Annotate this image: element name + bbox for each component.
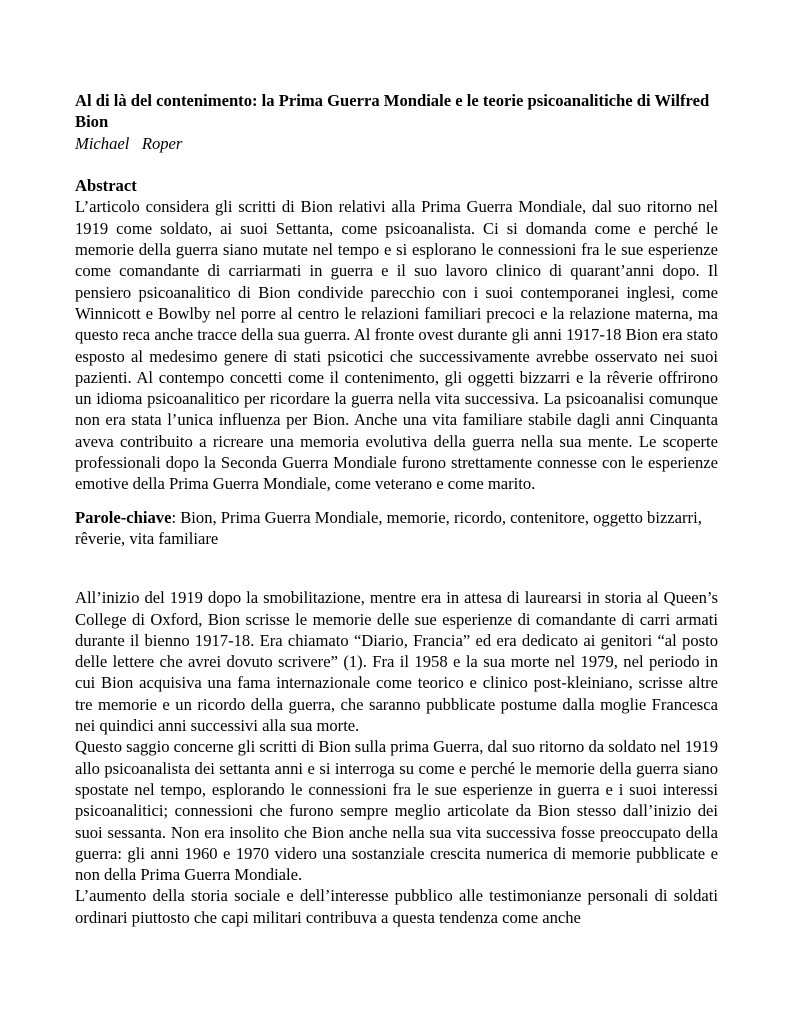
keywords-label: Parole-chiave: [75, 507, 172, 527]
body-paragraph-3: L’aumento della storia sociale e dell’interesse pubblico alle testimonianze personali di soldati ordinari piuttosto che capi militari contribuva a questa tendenza come anche: [75, 886, 718, 927]
body-paragraph-2: Questo saggio concerne gli scritti di Bion sulla prima Guerra, dal suo ritorno da soldato nel 1919 allo psicoanalista dei settanta anni e si interroga su come e perché le memorie della guerra siano spostate nel tempo, esplorando le connessioni fra le sue esperienze in guerra e i suoi interessi psicoanalitici; connessioni che furono sempre meglio articolate da Bion stesso dall’inizio dei suoi sessanta. Non era insolito che Bion anche nella sua vita successiva fosse preoccupato della guerra: gli anni 1960 e 1970 videro una sostanziale crescita numerica di memorie pubblicate e non della Prima Guerra Mondiale.: [75, 737, 718, 885]
article-title: Al di là del contenimento: la Prima Guerra Mondiale e le teorie psicoanalitiche di Wilfred Bion: [75, 91, 710, 132]
body-paragraph-1: All’inizio del 1919 dopo la smobilitazione, mentre era in attesa di laurearsi in storia al Queen’s College di Oxford, Bion scrisse le memorie delle sue esperienze di comandante di carri armati durante il bienno 1917-18. Era chiamato “Diario, Francia” ed era dedicato ai genitori “al posto delle lettere che avrei dovuto scrivere” (1). Fra il 1958 e la sua morte nel 1979, nel periodo in cui Bion acquisiva una fama internazionale come teorico e clinico post-kleiniano, scrisse altre tre memorie e un ricordo della guerra, che saranno pubblicate postume dalla moglie Francesca nei quindici anni successivi alla sua morte.: [75, 588, 718, 736]
spacer: [75, 154, 718, 175]
keywords-text: : Bion, Prima Guerra Mondiale, memorie, ricordo, contenitore, oggetto bizzarri, rêverie, vita familiare: [75, 507, 702, 548]
keywords: [75, 507, 718, 550]
abstract-heading: Abstract: [75, 176, 137, 196]
article-author: Michael Roper: [75, 133, 183, 153]
abstract-text: L’articolo considera gli scritti di Bion relativi alla Prima Guerra Mondiale, dal suo ritorno nel 1919 come soldato, ai suoi Settanta, come psicoanalista. Ci si domanda come e perché le memorie della guerra siano mutate nel tempo e si esplorano le connessioni fra le sue esperienze come comandante di carriarmati in guerra e il suo lavoro clinico di quarant’anni dopo. Il pensiero psicoanalitico di Bion condivide parecchio con i suoi contemporanei inglesi, come Winnicott e Bowlby nel porre al centro le relazioni familiari precoci e la relazione materna, ma questo reca anche tracce della sua guerra. Al fronte ovest durante gli anni 1917-18 Bion era stato esposto al medesimo genere di stati psicotici che successivamente avrebbe osservato nei suoi pazienti. Al contempo concetti come il contenimento, gli oggetti bizzarri e la rêverie offrirono un idioma psicoanalitico per ricordare la guerra nella vita successiva. La psicoanalisi comunque non era stata l’unica influenza per Bion. Anche una vita familiare stabile dagli anni Cinquanta aveva contribuito a ricreare una memoria evolutiva della guerra nella sua mente. Le scoperte professionali dopo la Seconda Guerra Mondiale furono strettamente connesse con le esperienze emotive della Prima Guerra Mondiale, come veterano e come marito.: [75, 197, 718, 494]
document-page: [75, 90, 718, 928]
spacer: [75, 549, 718, 587]
spacer: [75, 495, 718, 507]
